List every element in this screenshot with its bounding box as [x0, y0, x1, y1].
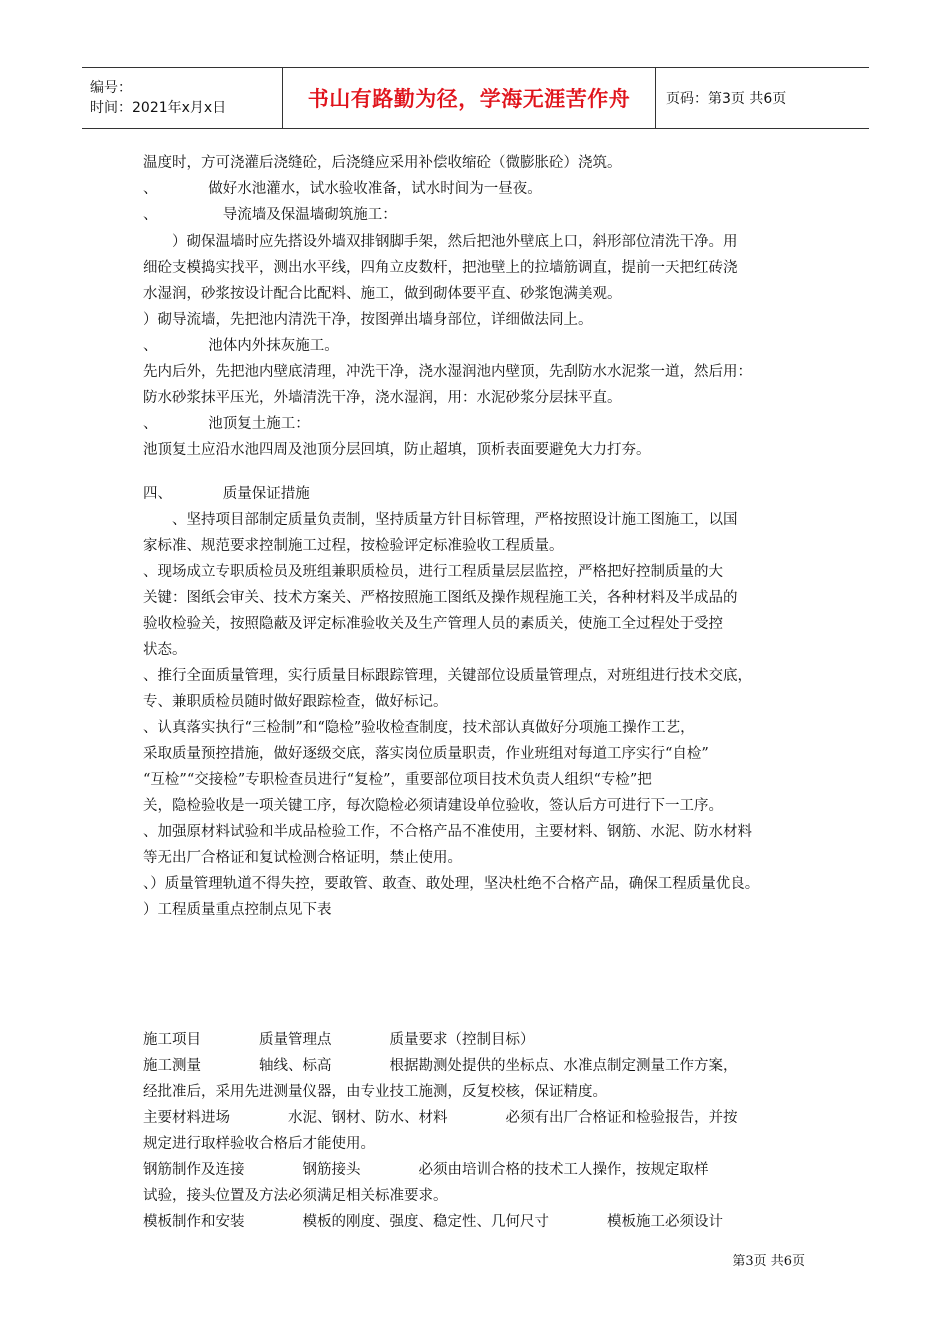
header-page-number: 页码：第3页 共6页	[666, 91, 787, 107]
body-line: ）砌导流墙，先把池内清洗干净，按图弹出墙身部位，详细做法同上。	[143, 312, 593, 328]
body-line: 关键：图纸会审关、技术方案关、严格按照施工图纸及操作规程施工关，各种材料及半成品的	[143, 590, 738, 606]
body-line: 细砼支模捣实找平，测出水平线，四角立皮数杆，把池壁上的拉墙筋调直，提前一天把红砖浇	[143, 260, 738, 276]
body-line: 专、兼职质检员随时做好跟踪检查，做好标记。	[143, 694, 448, 710]
body-line: “互检”“交接检”专职检查员进行“复检”，重要部位项目技术负责人组织“专检”把	[143, 772, 652, 788]
page-footer: 第3页 共6页	[732, 1254, 805, 1269]
body-line: 、加强原材料试验和半成品检验工作，不合格产品不准使用，主要材料、钢筋、水泥、防水材料	[143, 824, 752, 840]
body-line: ）工程质量重点控制点见下表	[143, 902, 332, 918]
table-line: 规定进行取样验收合格后才能使用。	[143, 1136, 375, 1152]
body-line: 状态。	[143, 642, 187, 658]
body-line: 温度时，方可浇灌后浇缝砼，后浇缝应采用补偿收缩砼（微膨胀砼）浇筑。	[143, 155, 622, 171]
body-line: 家标准、规范要求控制施工过程，按检验评定标准验收工程质量。	[143, 538, 564, 554]
table-header-line: 施工项目 质量管理点 质量要求（控制目标）	[143, 1032, 535, 1048]
body-line: 、认真落实执行“三检制”和“隐检”验收检查制度，技术部认真做好分项施工操作工艺，	[143, 720, 695, 736]
body-line: 、推行全面质量管理，实行质量目标跟踪管理，关键部位设质量管理点，对班组进行技术交底，	[143, 668, 752, 684]
document-number-label: 编号：	[90, 80, 132, 96]
table-line: 经批准后，采用先进测量仪器，由专业技工施测，反复校核，保证精度。	[143, 1084, 607, 1100]
body-line: 、 导流墙及保温墙砌筑施工：	[143, 207, 397, 223]
table-line: 试验，接头位置及方法必须满足相关标准要求。	[143, 1188, 448, 1204]
body-line: 验收检验关，按照隐蔽及评定标准验收关及生产管理人员的素质关，使施工全过程处于受控	[143, 616, 723, 632]
body-line: 、现场成立专职质检员及班组兼职质检员，进行工程质量层层监控，严格把好控制质量的大	[143, 564, 723, 580]
body-line: 、 池体内外抹灰施工。	[143, 338, 339, 354]
body-line: 采取质量预控措施，做好逐级交底，落实岗位质量职责，作业班组对每道工序实行“自检”	[143, 746, 709, 762]
table-line: 钢筋制作及连接 钢筋接头 必须由培训合格的技术工人操作，按规定取样	[143, 1162, 709, 1178]
section-heading: 四、 质量保证措施	[143, 486, 310, 502]
table-line: 施工测量 轴线、标高 根据勘测处提供的坐标点、水准点制定测量工作方案，	[143, 1058, 738, 1074]
header-motto-cell	[283, 68, 656, 128]
body-line: 先内后外，先把池内壁底清理，冲洗干净，浇水湿润池内壁顶，先刮防水水泥浆一道，然后用：	[143, 364, 752, 380]
table-line: 主要材料进场 水泥、钢材、防水、材料 必须有出厂合格证和检验报告，并按	[143, 1110, 738, 1126]
body-line: 水湿润，砂浆按设计配合比配料、施工，做到砌体要平直、砂浆饱满美观。	[143, 286, 622, 302]
page-header	[82, 67, 869, 129]
body-line: 池顶复土应沿水池四周及池顶分层回填，防止超填，顶析表面要避免大力打夯。	[143, 442, 651, 458]
body-line: 、）质量管理轨道不得失控，要敢管、敢查、敢处理，坚决杜绝不合格产品，确保工程质量优良。	[143, 876, 760, 892]
table-line: 模板制作和安装 模板的刚度、强度、稳定性、几何尺寸 模板施工必须设计	[143, 1214, 723, 1230]
header-meta	[82, 68, 283, 128]
body-line: 、 做好水池灌水，试水验收准备，试水时间为一昼夜。	[143, 181, 542, 197]
body-line: 、坚持项目部制定质量负责制，坚持质量方针目标管理，严格按照设计施工图施工，以国	[143, 512, 738, 528]
body-line: 关，隐检验收是一项关键工序，每次隐检必须请建设单位验收，签认后方可进行下一工序。	[143, 798, 723, 814]
document-date-label: 时间：2021年x月x日	[90, 100, 227, 116]
header-motto: 书山有路勤为径，学海无涯苦作舟	[307, 87, 631, 111]
body-line: ）砌保温墙时应先搭设外墙双排钢脚手架，然后把池外壁底上口，斜形部位清洗干净。用	[143, 234, 738, 250]
body-line: 防水砂浆抹平压光，外墙清洗干净，浇水湿润，用：水泥砂浆分层抹平直。	[143, 390, 622, 406]
body-line: 、 池顶复土施工：	[143, 416, 310, 432]
body-line: 等无出厂合格证和复试检测合格证明，禁止使用。	[143, 850, 462, 866]
header-page-cell	[656, 68, 869, 128]
